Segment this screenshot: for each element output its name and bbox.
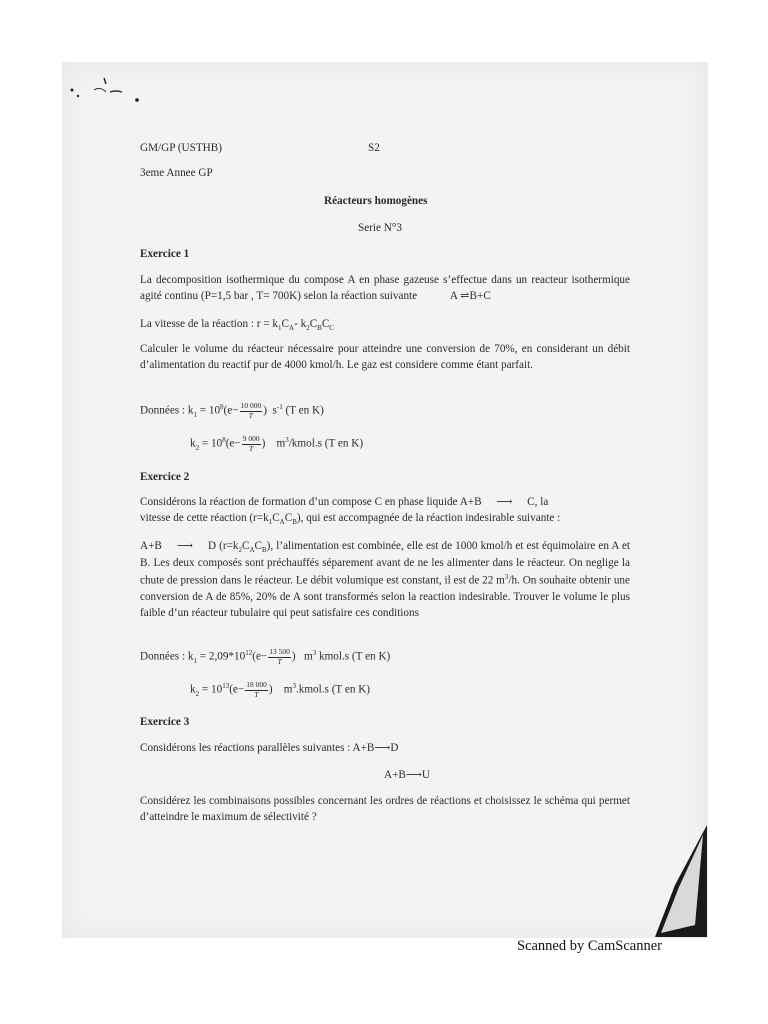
header-year: 3eme Annee GP <box>140 167 213 179</box>
exercise-1-heading: Exercice 1 <box>140 248 190 260</box>
reaction-arrow-icon: ⟶ <box>176 540 193 552</box>
exercise-3-reaction-2: A+B⟶U <box>384 769 430 781</box>
exercise-2-k2: $k_2 = 10^{13}(e-$ $\frac{18 000}{T}$ ) $m^3.kmol.s$ (T en K) <box>190 680 371 699</box>
reaction-arrow-icon: ⟶ <box>496 496 513 508</box>
exercise-1-question: Calculer le volume du réacteur nécessaire pour atteindre une conversion de 70%, en considerant un débit d’alimentation du reactif pur de 4000 kmol/h. Le gaz est considere comme étant parfait. <box>140 343 630 372</box>
exercise-2-heading: Exercice 2 <box>140 471 190 483</box>
scan-specks <box>64 70 154 110</box>
exercise-3-question: Considérez les combinaisons possibles concernant les ordres de réactions et choisissez le schéma qui permet d’atteindre le maximum de sélectivité ? <box>140 795 630 824</box>
exercise-2-details: A+B ⟶ D $(r=k_2C_AC_B)$, l’alimentation est combinée, elle est de 1000 kmol/h et est équimolaire en A et B. Les deux composés sont préchauffés séparement avant de ne les alimenter dans le réacteur. On neglige la chute de pression dans le réacteur. Le débit volumique est constant, il est de 22 $m^3/h$. On souhaite obtenir une conversion de A de 85%, 20% de A sont transformés selon la reaction indesirable. Trouver le volume le plus faible d’un réacteur tubulaire qui peut satisfaire ces conditions <box>140 540 631 619</box>
header-semester: S2 <box>368 142 380 154</box>
header-institution: GM/GP (USTHB) <box>140 142 222 154</box>
exercise-3-heading: Exercice 3 <box>140 716 190 728</box>
document-title: Réacteurs homogènes <box>324 195 428 207</box>
exercise-1-rate-law: La vitesse de la réaction : $r = k_1C_A-$ $k_2C_BC_C$ <box>140 318 334 333</box>
series-number: Serie N°3 <box>358 222 402 234</box>
exercise-1-statement: La decomposition isothermique du compose A en phase gazeuse s’effectue dans un reacteur isothermique agité continu (P=1,5 bar , T= 700K) selon la réaction suivante A ⇌B+C <box>140 274 630 303</box>
exercise-1-k2: $k_2 = 10^8(e-$ $\frac{9 000}{T}$ ) $m^3/kmol.s$ (T en K) <box>190 434 364 453</box>
camscanner-watermark: Scanned by CamScanner <box>517 938 662 954</box>
reaction-arrow-icon: ⟶ <box>405 769 422 781</box>
page-fold-shadow <box>655 825 707 937</box>
exercise-1-k1: Données : $k_1 = 10^8(e-$ $\frac{10 000}{T}$ ) $s^{-1}$ (T en K) <box>140 401 324 420</box>
reaction-arrow-icon: ⟶ <box>374 742 391 754</box>
exercise-2-statement: Considérons la réaction de formation d’un compose C en phase liquide A+B ⟶ C, la vitesse de cette réaction $(r=k_1C_AC_B)$, qui est accompagnée de la réaction indesirable suivante : <box>140 496 561 527</box>
exercise-3-reaction-1: Considérons les réactions parallèles suivantes : A+B⟶D <box>140 742 399 754</box>
exercise-1-reaction: A ⇌B+C <box>449 290 491 303</box>
exercise-2-k1: Données : $k_1 = 2,09*10^{12}(e-$ $\frac{13 500}{T}$ ) $m^3$ kmol.s (T en K) <box>140 647 391 666</box>
